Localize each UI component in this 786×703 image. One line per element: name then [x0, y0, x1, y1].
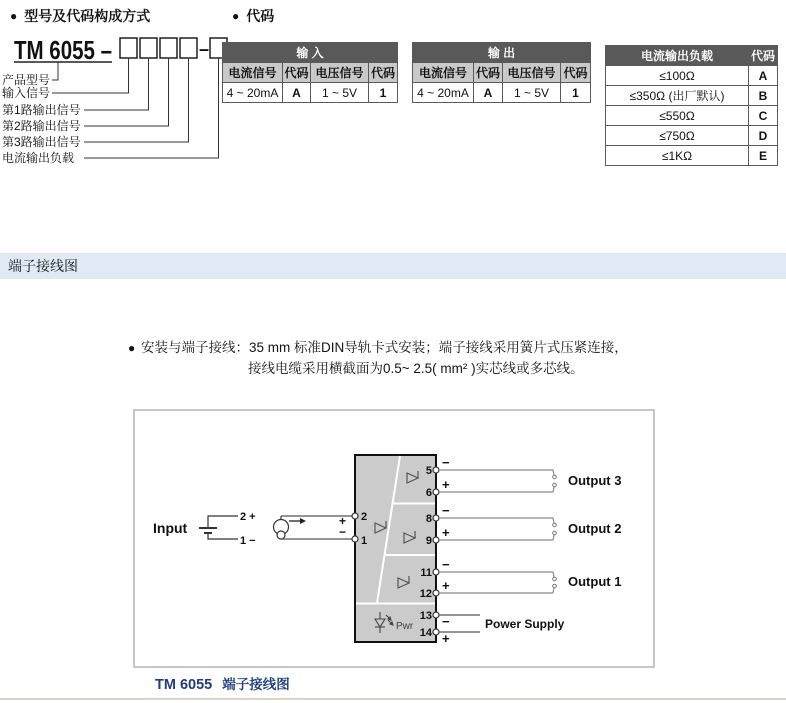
terminal-5: 5	[425, 465, 432, 477]
field-label-input-signal: 输入信号	[2, 86, 51, 100]
terminal-9: 9	[425, 535, 432, 547]
terminal-12: 12	[419, 588, 432, 600]
output1-label: Output 1	[568, 574, 622, 589]
table-row	[606, 86, 778, 106]
note-text-line2: 接线电缆采用横截面为0.5~ 2.5( mm² )实芯线或多芯线。	[248, 361, 584, 376]
code-box-3	[160, 38, 177, 58]
minus-sign: −	[442, 455, 450, 470]
model-number-text: TM 6055 –	[14, 35, 112, 65]
plus-sign: +	[442, 477, 450, 492]
terminal-wiring-diagram	[133, 409, 655, 668]
module-terminal-2: 2	[361, 511, 368, 523]
code-dash: –	[199, 39, 210, 59]
table-row	[223, 83, 398, 103]
module-terminal-1: 1	[361, 535, 368, 547]
table-header-row	[413, 63, 591, 83]
cell-voltage-signal: 1 ~ 5V	[503, 83, 561, 103]
col-header: 电流信号	[223, 63, 283, 83]
model-section-heading	[10, 6, 150, 26]
cell-load: ≤1KΩ	[606, 146, 749, 166]
field-label-output1-signal: 第1路输出信号	[2, 103, 81, 117]
code-section-heading	[232, 6, 274, 26]
terminal-6: 6	[425, 487, 432, 499]
cell-code: 1	[561, 83, 591, 103]
load-code-table	[605, 45, 778, 166]
cell-load: ≤350Ω (出厂默认)	[606, 86, 749, 106]
col-header: 代码	[283, 63, 311, 83]
cell-current-signal: 4 ~ 20mA	[413, 83, 474, 103]
bottom-rule	[0, 698, 786, 700]
note-text-line1: 安装与端子接线：35 mm 标准DIN导轨卡式安装；端子接线采用簧片式压紧连接，	[141, 340, 628, 355]
cell-current-signal: 4 ~ 20mA	[223, 83, 283, 103]
field-label-output3-signal: 第3路输出信号	[2, 135, 81, 149]
cell-code: C	[749, 106, 778, 126]
model-field-labels	[2, 72, 81, 165]
output2-label: Output 2	[568, 521, 622, 536]
terminal-14: 14	[419, 627, 432, 639]
caption-model: TM 6055	[155, 677, 213, 693]
sensor-terminal-2: 2 +	[240, 511, 256, 523]
load-code-header: 代码	[749, 46, 778, 66]
cell-code: 1	[369, 83, 398, 103]
module-input-minus-sign: −	[339, 525, 347, 539]
field-label-product-model: 产品型号	[2, 73, 51, 87]
code-box-2	[140, 38, 157, 58]
code-boxes	[120, 38, 227, 58]
minus-sign: −	[442, 503, 450, 518]
code-box-4	[180, 38, 197, 58]
plus-sign: +	[442, 631, 450, 646]
pwr-label: Pwr	[396, 621, 414, 632]
table-title-row	[606, 46, 778, 66]
output3-label: Output 3	[568, 473, 622, 488]
diagram-caption	[155, 673, 290, 693]
col-header: 电流信号	[413, 63, 474, 83]
col-header: 电压信号	[503, 63, 561, 83]
cell-code: B	[749, 86, 778, 106]
sensor-terminal-1: 1 −	[240, 535, 256, 547]
bullet-icon: ●	[128, 341, 136, 355]
cell-load: ≤550Ω	[606, 106, 749, 126]
col-header: 代码	[561, 63, 591, 83]
table-header-row	[223, 63, 398, 83]
col-header: 电压信号	[311, 63, 369, 83]
bullet-icon: ●	[232, 9, 240, 23]
input-table-title: 输 入	[223, 43, 398, 63]
power-supply-label: Power Supply	[485, 617, 565, 631]
module-input-plus-sign: +	[339, 514, 347, 528]
caption-title: 端子接线图	[222, 677, 290, 692]
load-table-title: 电流输出负载	[606, 46, 749, 66]
col-header: 代码	[369, 63, 398, 83]
model-code-diagram	[0, 28, 230, 174]
terminal-13: 13	[419, 610, 432, 622]
cell-code: D	[749, 126, 778, 146]
band-title: 端子接线图	[8, 258, 78, 274]
input-label: Input	[153, 520, 188, 536]
code-box-1	[120, 38, 137, 58]
cell-code: E	[749, 146, 778, 166]
bullet-icon: ●	[10, 9, 18, 23]
output-table-title: 输 出	[413, 43, 591, 63]
cell-code: A	[749, 66, 778, 86]
minus-sign: −	[442, 557, 450, 572]
table-title-row	[223, 43, 398, 63]
section-band	[0, 253, 786, 279]
table-row	[413, 83, 591, 103]
model-section-title: 型号及代码构成方式	[24, 8, 151, 24]
cell-load: ≤750Ω	[606, 126, 749, 146]
table-row	[606, 146, 778, 166]
input-signal-table	[222, 42, 398, 103]
col-header: 代码	[474, 63, 503, 83]
table-row	[606, 106, 778, 126]
mounting-note-line1	[128, 336, 628, 356]
minus-sign: −	[442, 614, 450, 629]
table-row	[606, 126, 778, 146]
plus-sign: +	[442, 578, 450, 593]
cell-code: A	[474, 83, 503, 103]
cell-code: A	[283, 83, 311, 103]
output-signal-table	[412, 42, 591, 103]
terminal-8: 8	[425, 513, 432, 525]
cell-load: ≤100Ω	[606, 66, 749, 86]
field-label-output2-signal: 第2路输出信号	[2, 119, 81, 133]
mounting-note-line2	[248, 357, 584, 377]
cell-voltage-signal: 1 ~ 5V	[311, 83, 369, 103]
plus-sign: +	[442, 525, 450, 540]
table-row	[606, 66, 778, 86]
table-title-row	[413, 43, 591, 63]
code-section-title: 代码	[246, 8, 275, 24]
field-label-current-load: 电流输出负载	[2, 151, 75, 165]
terminal-11: 11	[420, 567, 432, 579]
